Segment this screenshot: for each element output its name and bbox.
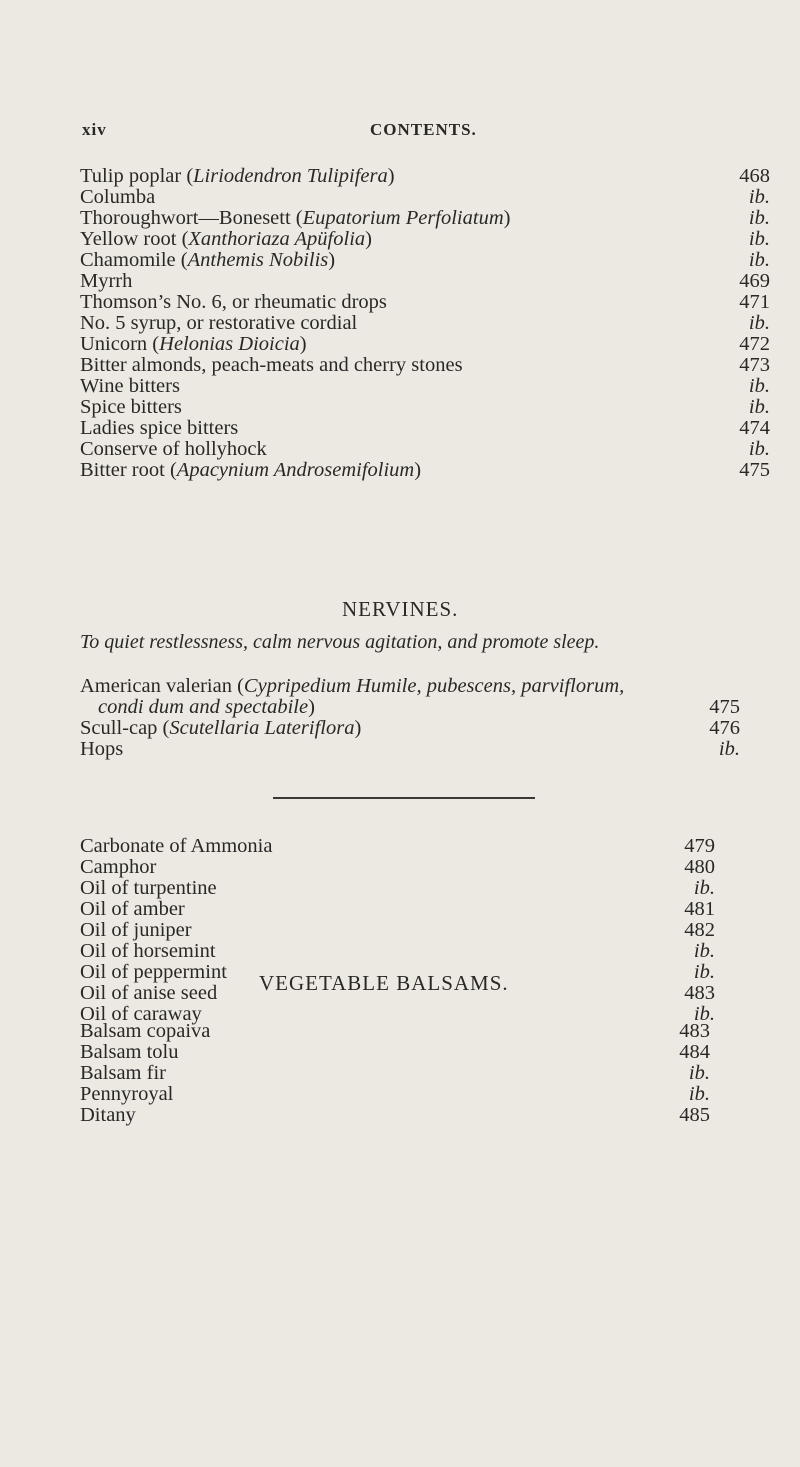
entry-text: ) [354,717,362,739]
entry-label [80,877,217,899]
entry-label [80,1083,173,1105]
contents-entry [80,229,770,250]
entry-page-number: 485 [679,1104,710,1126]
entry-text: Thoroughwort—Bonesett ( [80,207,303,229]
entry-label [80,375,180,397]
page-number: xiv [82,120,107,139]
contents-list-stimulants [80,836,715,1025]
entry-text: No. 5 syrup, or restorative cordial [80,312,358,334]
contents-entry [80,418,770,439]
entry-page-number: ib. [693,961,715,983]
contents-entry [80,718,740,739]
entry-label [80,312,357,334]
entry-label [80,1104,136,1126]
entry-label [80,961,227,983]
entry-page-number: 483 [679,1020,710,1042]
entry-page-number: ib. [718,738,740,760]
entry-text: Oil of horsemint [80,940,216,962]
contents-entry [80,1084,710,1105]
entry-page-number: 471 [739,291,770,313]
entry-text: ) [299,333,307,355]
entry-scientific-name: Xanthoriaza Apüfolia [188,228,366,250]
entry-label [98,696,315,718]
entry-text: Oil of juniper [80,919,192,941]
contents-entry [80,1021,710,1042]
entry-label [80,1062,166,1084]
entry-text: Oil of anise seed [80,982,218,1004]
entry-page-number: ib. [748,312,770,334]
entry-page-number: 475 [739,459,770,481]
entry-text: Spice bitters [80,396,182,418]
entry-label [80,1041,179,1063]
entry-page-number: 480 [684,856,715,878]
entry-text: Carbonate of Ammonia [80,835,273,857]
contents-entry [80,187,770,208]
entry-label [80,738,123,760]
entry-label [80,835,272,857]
entry-text: Wine bitters [80,375,180,397]
entry-text: Tulip poplar ( [80,165,194,187]
section-divider [273,797,535,799]
entry-text: ) [365,228,372,250]
entry-page-number: ib. [748,186,770,208]
entry-page-number: 472 [739,333,770,355]
entry-text: Camphor [80,856,157,878]
entry-scientific-name: Anthemis Nobilis [187,249,329,271]
section-heading-balsams: VEGETABLE BALSAMS. [259,971,509,995]
entry-text: ) [387,165,395,187]
contents-entry [80,313,770,334]
contents-entry [80,250,770,271]
entry-scientific-name: Cypripedium Humile, pubescens, parviflorum, [243,675,625,697]
entry-page-number: 473 [739,354,770,376]
entry-page-number: ib. [748,228,770,250]
entry-page-number: ib. [748,207,770,229]
entry-text: Chamomile ( [80,249,188,271]
entry-label [80,1020,210,1042]
entry-page-number: 482 [684,919,715,941]
contents-entry [80,292,770,313]
entry-page-number: ib. [693,940,715,962]
entry-text: ) [328,249,336,271]
entry-label [80,249,335,271]
section-subtitle-nervines: To quiet restlessness, calm nervous agitation, and promote sleep. [80,631,600,653]
page-title: CONTENTS. [370,120,477,139]
entry-text: Oil of turpentine [80,877,217,899]
entry-text: ) [308,696,315,718]
entry-label [80,438,267,460]
entry-text: ) [503,207,511,229]
entry-page-number: ib. [748,396,770,418]
entry-label [80,291,387,313]
entry-label [80,982,217,1004]
entry-text: Oil of amber [80,898,185,920]
entry-text: Balsam tolu [80,1041,179,1063]
entry-label [80,459,421,481]
entry-text: Conserve of hollyhock [80,438,267,460]
section-heading-nervines: NERVINES. [342,597,459,621]
entry-scientific-name: Liriodendron Tulipifera [193,165,388,187]
entry-label [80,940,216,962]
contents-entry [80,739,740,760]
entry-label [80,898,185,920]
entry-text: Balsam fir [80,1062,166,1084]
entry-page-number: ib. [693,1003,715,1025]
contents-list-nervines [80,676,740,760]
entry-text: Balsam copaiva [80,1020,211,1042]
entry-page-number: 484 [679,1041,710,1063]
entry-text: Ditany [80,1104,136,1126]
contents-entry [80,697,740,718]
entry-page-number: ib. [688,1062,710,1084]
entry-page-number: 476 [709,717,740,739]
contents-entry [80,878,715,899]
contents-entry [80,166,770,187]
entry-page-number: 469 [739,270,770,292]
entry-page-number: 474 [739,417,770,439]
contents-entry [80,899,715,920]
entry-label [80,333,307,355]
entry-page-number: ib. [748,375,770,397]
entry-text: American valerian ( [80,675,244,697]
entry-scientific-name: Helonias Dioicia [159,333,300,355]
entry-page-number: 479 [684,835,715,857]
entry-label [80,717,361,739]
entry-label [80,228,372,250]
contents-entry [80,857,715,878]
entry-text: Myrrh [80,270,133,292]
contents-entry [80,1105,710,1126]
entry-page-number: 483 [684,982,715,1004]
entry-label [80,186,155,208]
entry-label [80,270,132,292]
contents-entry [80,397,770,418]
contents-entry [80,676,740,697]
contents-entry [80,1063,710,1084]
entry-text: Oil of caraway [80,1003,202,1025]
entry-text: Thomson’s No. 6, or rheumatic drops [80,291,387,313]
entry-text: Scull-cap ( [80,717,170,739]
entry-scientific-name: Scutellaria Lateriflora [169,717,355,739]
entry-page-number: ib. [748,249,770,271]
entry-page-number: ib. [688,1083,710,1105]
entry-label [80,165,395,187]
entry-label [80,919,192,941]
contents-entry [80,920,715,941]
contents-entry [80,208,770,229]
entry-page-number: 475 [709,696,740,718]
entry-text: Columba [80,186,156,208]
entry-text: ) [414,459,422,481]
entry-label [80,856,156,878]
contents-entry [80,836,715,857]
entry-text: Unicorn ( [80,333,160,355]
entry-scientific-name: Eupatorium Perfoliatum [302,207,504,229]
entry-text: Ladies spice bitters [80,417,239,439]
entry-text: Pennyroyal [80,1083,174,1105]
entry-text: Oil of peppermint [80,961,227,983]
contents-entry [80,1042,710,1063]
entry-scientific-name: condi dum and spectabile [98,696,309,718]
contents-entry [80,439,770,460]
entry-page-number: 481 [684,898,715,920]
entry-text: Yellow root ( [80,228,189,250]
contents-entry [80,355,770,376]
entry-page-number: ib. [748,438,770,460]
entry-page-number: 468 [739,165,770,187]
contents-entry [80,271,770,292]
contents-entry [80,460,770,481]
entry-label [80,207,510,229]
entry-label [80,396,182,418]
entry-label [80,675,624,697]
entry-scientific-name: Apacynium Androsemifolium [176,459,415,481]
contents-list-tonics [80,166,770,481]
entry-text: Hops [80,738,124,760]
entry-label [80,417,238,439]
contents-entry [80,376,770,397]
entry-text: Bitter root ( [80,459,177,481]
entry-label [80,354,463,376]
contents-list-balsams [80,1021,710,1126]
entry-text: Bitter almonds, peach-meats and cherry stones [80,354,463,376]
contents-entry [80,334,770,355]
contents-entry [80,941,715,962]
entry-page-number: ib. [693,877,715,899]
